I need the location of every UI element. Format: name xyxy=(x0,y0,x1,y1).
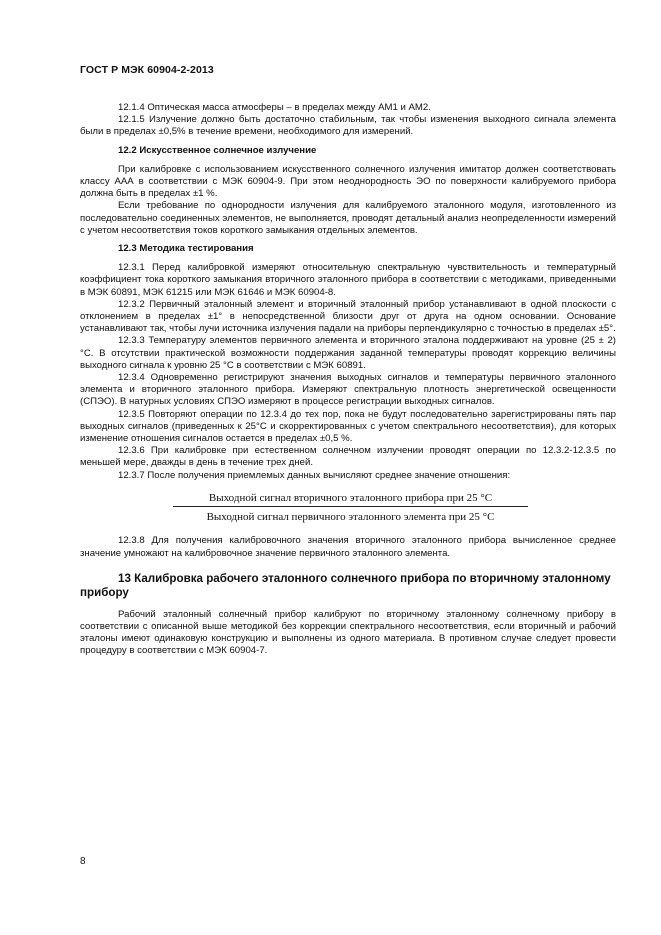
clause-12-1-4: 12.1.4 Оптическая масса атмосферы – в пределах между АМ1 и АМ2. xyxy=(118,102,431,113)
clause-12-3-4: 12.3.4 Одновременно регистрируют значения выходных сигналов и температуры первичного эталонного элемента и вторичного эталонного прибора. Измеряют спектральную плотность энергетической освещенности (СПЭО). В натурных условиях СПЭО измеряют в процессе регистрации выходных сигналов. xyxy=(80,372,616,408)
section-13-title: 13 Калибровка рабочего эталонного солнечного прибора по вторичному эталонному прибору xyxy=(80,571,611,600)
ratio-formula xyxy=(173,492,528,523)
clause-12-3-3: 12.3.3 Температуру элементов первичного элемента и вторичного эталона поддерживают на уровне (25 ± 2)°С. В отсутствии практической возможности поддержания заданной температуры проводят коррекцию величины выходного сигнала к уровню 25 °С в соответствии с МЭК 60891. xyxy=(80,335,616,371)
section-12-2-paragraph-2: Если требование по однородности излучения для калибруемого эталонного модуля, изготовленного из последовательно соединенных элементов, не выполняется, проводят детальный анализ неопределенности измерений с учетом несоответствия токов короткого замыкания отдельных элементов. xyxy=(80,200,616,236)
section-12-2-title: 12.2 Искусственное солнечное излучение xyxy=(118,144,317,156)
section-12-2-paragraph-1: При калибровке с использованием искусственного солнечного излучения имитатор должен соответствовать классу ААА в соответствии с МЭК 60904-9. При этом неоднородность ЭО по поверхности калибруемого прибора должна быть в пределах ±1 %. xyxy=(80,163,616,200)
clause-12-3-6: 12.3.6 При калибровке при естественном солнечном излучении проводят операции по 12.3.2-12.3.5 по меньшей мере, дважды в день в течение трех дней. xyxy=(80,445,616,469)
formula-numerator: Выходной сигнал вторичного эталонного прибора при 25 °С xyxy=(173,492,528,507)
section-12-3-title: 12.3 Методика тестирования xyxy=(118,243,254,255)
document-header: ГОСТ Р МЭК 60904-2-2013 xyxy=(80,64,214,76)
formula-denominator: Выходной сигнал первичного эталонного элемента при 25 °С xyxy=(206,511,495,524)
clause-12-3-5: 12.3.5 Повторяют операции по 12.3.4 до тех пор, пока не будут последовательно зарегистрированы пять пар выходных сигналов (приведенных к 25°С и скорректированных с учетом спектрального несоответствия), для которых изменение отношения сигналов остается в пределах ±0,5 %. xyxy=(80,408,616,445)
clause-12-3-8: 12.3.8 Для получения калибровочного значения вторичного эталонного прибора вычисленное среднее значение умножают на калибровочное значение первичного эталонного элемента. xyxy=(80,535,616,559)
clause-12-3-1: 12.3.1 Перед калибровкой измеряют относительную спектральную чувствительность и температурный коэффициент тока короткого замыкания вторичного эталонного прибора в соответствии с методиками, приведенными в МЭК 60891, МЭК 61215 или МЭК 61646 и МЭК 60904-8. xyxy=(80,262,616,298)
page-number: 8 xyxy=(80,856,86,867)
section-13-paragraph: Рабочий эталонный солнечный прибор калибруют по вторичному эталонному солнечному прибору в соответствии с описанной выше методикой без коррекции спектрального несоответствия, если вторичный и рабочий эталоны имеют одинаковую конструкцию и выполнены из одного материала. В противном случае следует провести процедуру в соответствии с МЭК 60904-7. xyxy=(80,608,616,657)
document-body xyxy=(80,102,616,658)
clause-12-3-2: 12.3.2 Первичный эталонный элемент и вторичный эталонный прибор устанавливают в одной плоскости с отклонением в пределах ±1° в непосредственной близости друг от друга на одном основании. Основание устанавливают так, чтобы лучи источника излучения падали на приборы перпендикулярно с точностью в пределах ±5°. xyxy=(80,298,616,335)
clause-12-3-7: 12.3.7 После получения приемлемых данных вычисляют среднее значение отношения: xyxy=(118,469,511,481)
clause-12-1-5: 12.1.5 Излучение должно быть достаточно стабильным, так чтобы изменения выходного сигнала элемента были в пределах ±0,5% в течение времени, необходимого для измерений. xyxy=(80,114,616,138)
